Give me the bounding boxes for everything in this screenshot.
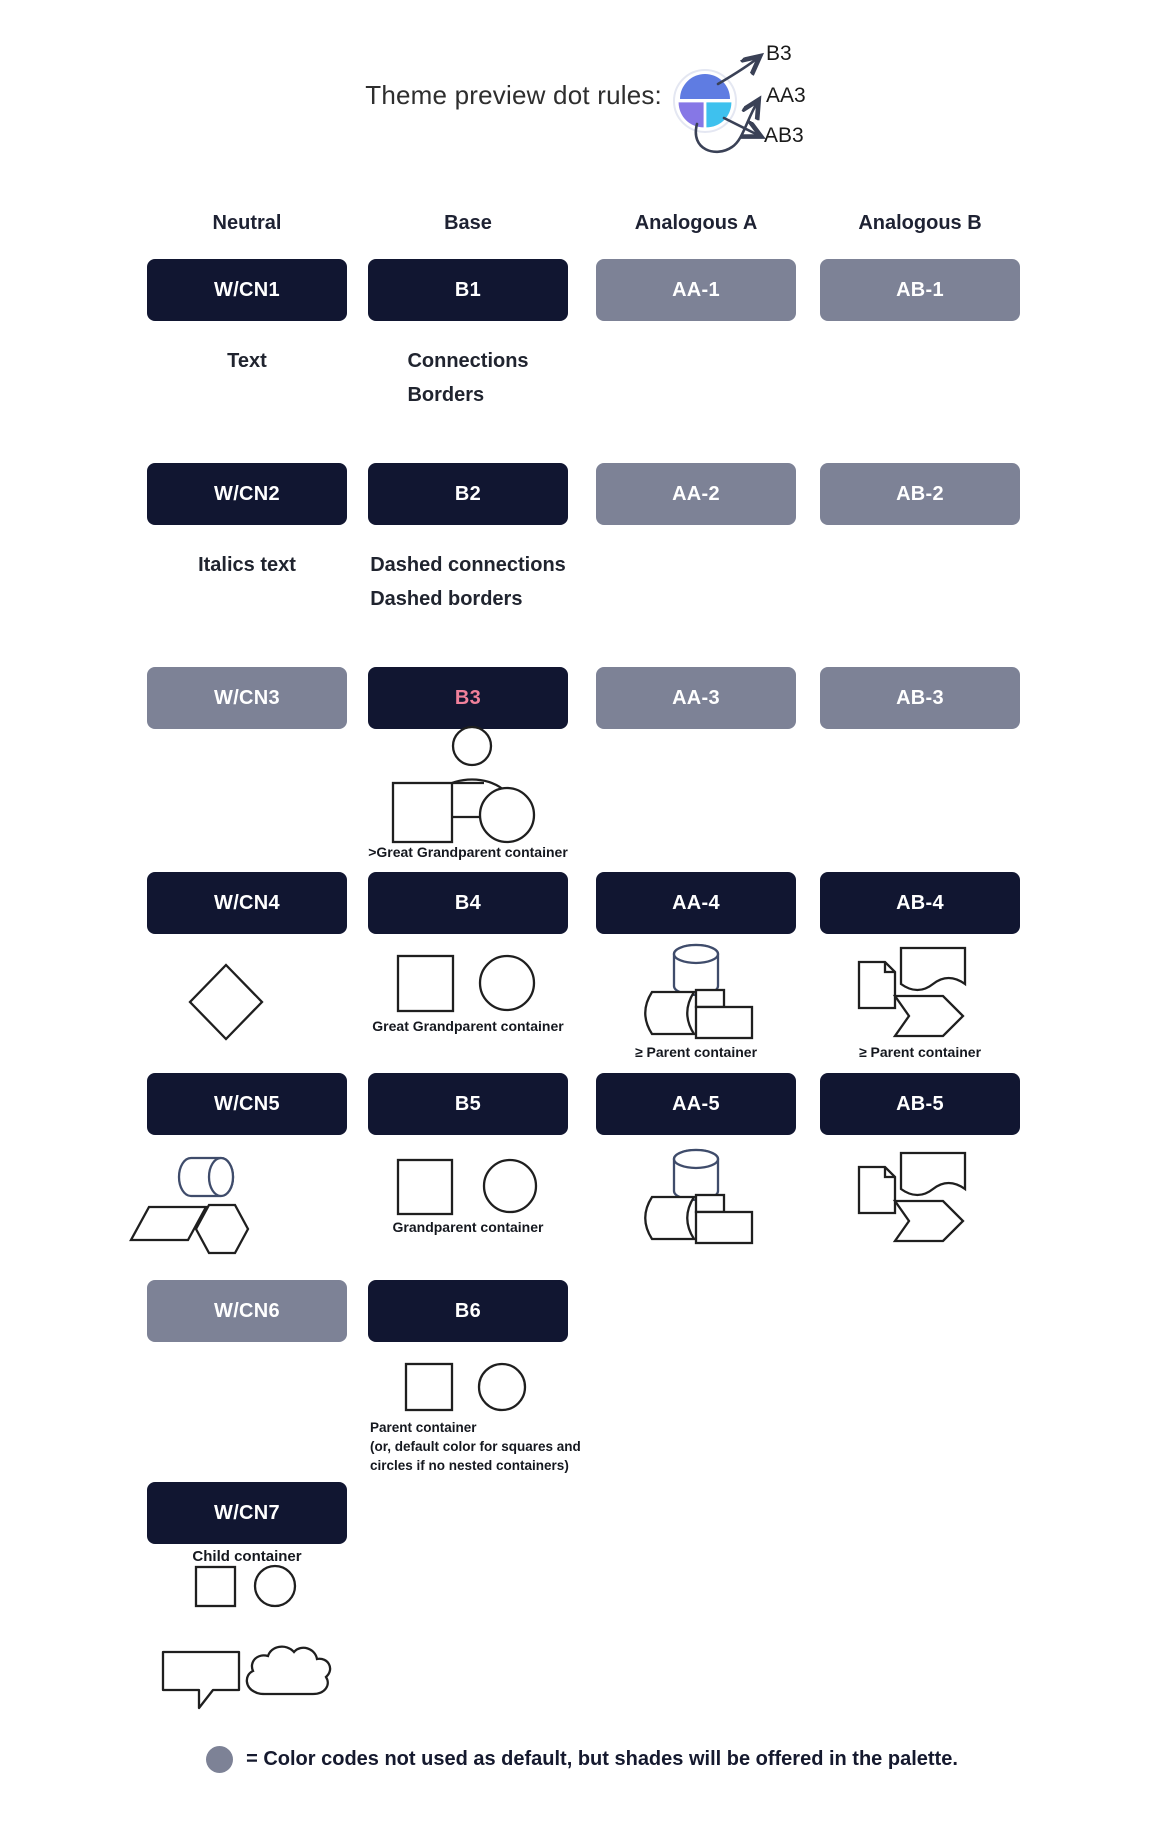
caption-parent-line3: circles if no nested containers) xyxy=(370,1458,569,1473)
aa5-shape-group xyxy=(630,1147,760,1247)
square-shape xyxy=(196,1567,235,1606)
b3-shape-group xyxy=(380,725,550,845)
cylinder-top-shape xyxy=(674,945,718,963)
ab4-shape-group xyxy=(855,942,990,1042)
wcn7-shape-group xyxy=(188,1562,303,1610)
tab-rect-shape xyxy=(696,990,724,1007)
circle-shape xyxy=(479,1364,525,1410)
chevron-arrow-shape xyxy=(895,996,963,1036)
column-header-neutral: Neutral xyxy=(212,212,282,234)
caption-connections: Connections xyxy=(407,350,529,372)
stored-data-shape xyxy=(645,1197,694,1239)
caption-ge-parent-ab: ≥ Parent container xyxy=(858,1044,982,1060)
swatch-wcn2: W/CN2 xyxy=(147,463,347,525)
wavy-document-shape xyxy=(901,948,965,990)
legend xyxy=(0,1746,1164,1773)
caption-parent-line2: (or, default color for squares and xyxy=(370,1439,581,1454)
b6-shape-group xyxy=(398,1362,533,1412)
cloud-shape xyxy=(247,1647,330,1694)
caption-dashed-connections: Dashed connections xyxy=(370,554,566,576)
caption-italics-text: Italics text xyxy=(198,554,296,576)
caption-ge-parent-aa: ≥ Parent container xyxy=(634,1044,758,1060)
circle-shape xyxy=(480,788,534,842)
swatch-b1: B1 xyxy=(368,259,568,321)
wavy-document-shape xyxy=(901,1153,965,1195)
caption-gt-great-grandparent: >Great Grandparent container xyxy=(368,844,568,860)
caption-dashed xyxy=(368,548,568,616)
swatch-wcn7: W/CN7 xyxy=(147,1482,347,1544)
swatch-b6: B6 xyxy=(368,1280,568,1342)
swatch-aa-5: AA-5 xyxy=(596,1073,796,1135)
swatch-ab-1: AB-1 xyxy=(820,259,1020,321)
swatch-b4: B4 xyxy=(368,872,568,934)
caption-parent-line1: Parent container xyxy=(370,1420,477,1435)
column-header-analogous-a: Analogous A xyxy=(634,212,758,234)
swatch-aa-4: AA-4 xyxy=(596,872,796,934)
square-shape xyxy=(406,1364,452,1410)
swatch-aa-3: AA-3 xyxy=(596,667,796,729)
dot-label-ab3: AB3 xyxy=(764,124,804,147)
swatch-ab-5: AB-5 xyxy=(820,1073,1020,1135)
dot-segment-base xyxy=(680,74,730,99)
b4-shape-group xyxy=(390,952,540,1014)
swatch-aa-1: AA-1 xyxy=(596,259,796,321)
swatch-wcn5: W/CN5 xyxy=(147,1073,347,1135)
swatch-b3: B3 xyxy=(368,667,568,729)
caption-connections-borders xyxy=(368,344,568,412)
caption-parent-container xyxy=(370,1418,600,1475)
rect-shape xyxy=(696,1212,752,1243)
chevron-arrow-shape xyxy=(895,1201,963,1241)
diamond-shape xyxy=(190,965,262,1039)
hexagon-shape xyxy=(196,1205,248,1253)
square-shape xyxy=(393,783,452,842)
rect-shape xyxy=(696,1007,752,1038)
swatch-ab-2: AB-2 xyxy=(820,463,1020,525)
circle-shape xyxy=(480,956,534,1010)
square-shape xyxy=(398,956,453,1011)
swatch-wcn4: W/CN4 xyxy=(147,872,347,934)
speech-bubble-shape xyxy=(163,1652,239,1708)
caption-text: Text xyxy=(227,350,267,372)
square-shape xyxy=(398,1160,452,1214)
swatch-wcn3: W/CN3 xyxy=(147,667,347,729)
caption-grandparent: Grandparent container xyxy=(392,1219,544,1235)
b5-shape-group xyxy=(390,1157,540,1217)
circle-shape xyxy=(255,1566,295,1606)
caption-borders: Borders xyxy=(407,384,485,406)
tab-rect-shape xyxy=(696,1195,724,1212)
bubble-cloud-group xyxy=(155,1640,340,1712)
swatch-wcn6: W/CN6 xyxy=(147,1280,347,1342)
caption-great-grandparent: Great Grandparent container xyxy=(372,1018,564,1034)
stored-data-shape xyxy=(645,992,694,1034)
legend-gray-dot-icon xyxy=(206,1746,233,1773)
caption-dashed-borders: Dashed borders xyxy=(370,588,523,610)
theme-preview-dot-graphic xyxy=(640,28,840,168)
swatch-b5: B5 xyxy=(368,1073,568,1135)
swatch-wcn1: W/CN1 xyxy=(147,259,347,321)
dot-segment-analogous-a xyxy=(679,102,704,127)
dot-segment-analogous-b xyxy=(706,102,731,127)
page-title: Theme preview dot rules: xyxy=(365,80,662,110)
swatch-ab-4: AB-4 xyxy=(820,872,1020,934)
person-head-shape xyxy=(453,727,491,765)
dot-label-b3: B3 xyxy=(766,42,792,65)
arrow-to-b3 xyxy=(718,57,759,84)
legend-text: = Color codes not used as default, but shades will be offered in the palette. xyxy=(246,1748,958,1770)
parallelogram-shape xyxy=(131,1207,206,1240)
folded-page-shape xyxy=(859,962,895,1008)
ab5-shape-group xyxy=(855,1147,990,1247)
swatch-ab-3: AB-3 xyxy=(820,667,1020,729)
caption-child-container: Child container xyxy=(192,1548,302,1565)
aa4-shape-group xyxy=(630,942,760,1042)
swatch-b2: B2 xyxy=(368,463,568,525)
column-header-analogous-b: Analogous B xyxy=(858,212,982,234)
wcn4-shape-group xyxy=(186,962,266,1042)
dot-label-aa3: AA3 xyxy=(766,84,806,107)
wcn5-shape-group xyxy=(125,1150,260,1260)
cylinder-cap-shape xyxy=(209,1158,233,1196)
cylinder-top-shape xyxy=(674,1150,718,1168)
swatch-aa-2: AA-2 xyxy=(596,463,796,525)
circle-shape xyxy=(484,1160,536,1212)
folded-page-shape xyxy=(859,1167,895,1213)
column-header-base: Base xyxy=(444,212,492,234)
